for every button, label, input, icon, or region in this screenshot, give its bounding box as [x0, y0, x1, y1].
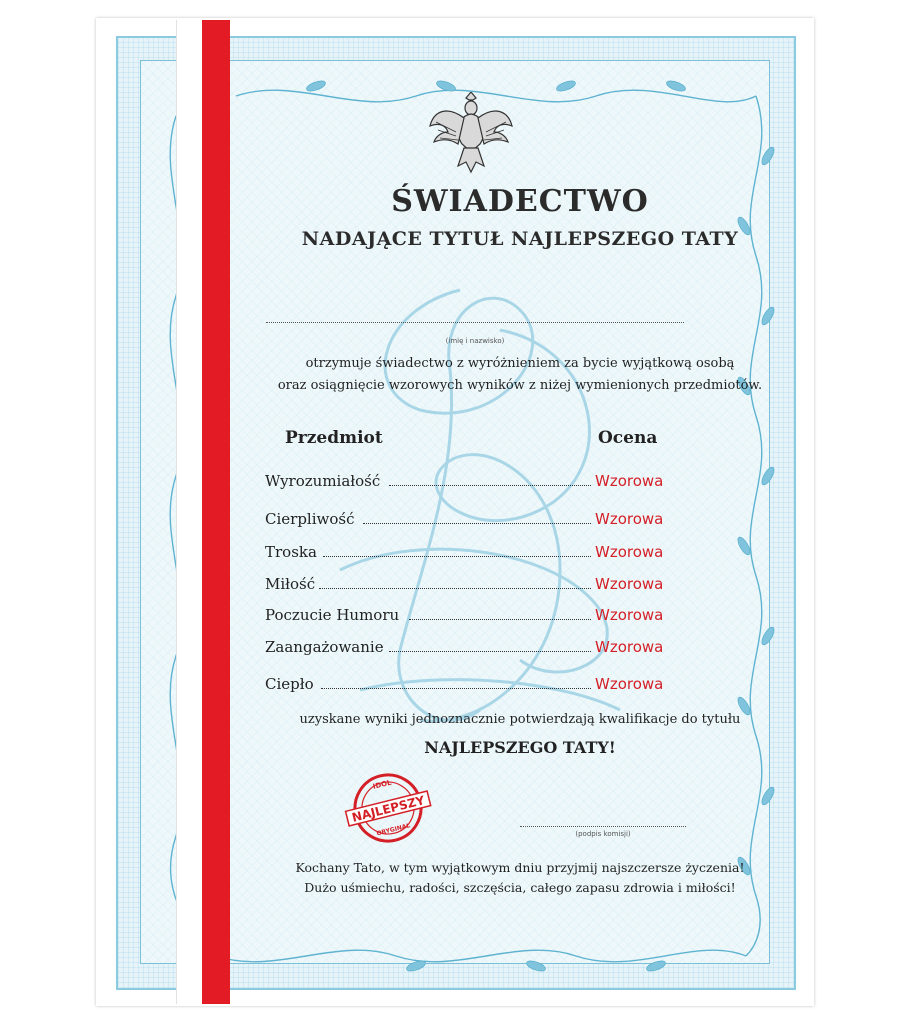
result-title: NAJLEPSZEGO TATY!: [424, 738, 616, 757]
dotted-leader: [363, 523, 591, 524]
dotted-leader: [409, 619, 591, 620]
stamp-bottom-text: ORYGINAŁ: [375, 822, 411, 838]
subject-row: [265, 575, 675, 595]
dotted-leader: [389, 485, 591, 486]
dotted-leader: [323, 556, 591, 557]
subject-row: [265, 638, 675, 658]
grade-value: Wzorowa: [595, 575, 664, 593]
subject-name: Cierpliwość: [265, 510, 355, 528]
intro-line-1: otrzymuje świadectwo z wyróżnieniem za bycie wyjątkową osobą: [305, 356, 735, 371]
signature-label: (podpis komisji): [575, 830, 631, 838]
grade-value: Wzorowa: [595, 606, 664, 624]
grade-value: Wzorowa: [595, 675, 664, 693]
name-field-label: (imię i nazwisko): [445, 337, 505, 345]
stamp-main-text: NAJLEPSZY: [350, 793, 427, 825]
subject-name: Wyrozumiałość: [265, 472, 381, 490]
certificate-subtitle: NADAJĄCE TYTUŁ NAJLEPSZEGO TATY: [301, 228, 739, 250]
stamp-top-text: IDOL: [372, 778, 393, 791]
grade-value: Wzorowa: [595, 510, 664, 528]
column-header-subject: Przedmiot: [285, 428, 383, 448]
dotted-leader: [319, 588, 591, 589]
subject-row: [265, 472, 675, 492]
dotted-leader: [389, 651, 591, 652]
subject-row: [265, 606, 675, 626]
result-line: uzyskane wyniki jednoznacznie potwierdzają kwalifikacje do tytułu: [299, 712, 741, 727]
najlepszy-stamp-icon: [338, 768, 438, 848]
subject-name: Miłość: [265, 575, 316, 593]
wish-line-2: Dużo uśmiechu, radości, szczęścia, całego zapasu zdrowia i miłości!: [304, 880, 736, 895]
grade-value: Wzorowa: [595, 543, 664, 561]
ribbon-white-stripe: [176, 20, 204, 1004]
signature-dotted-line: [520, 826, 686, 827]
grade-value: Wzorowa: [595, 638, 664, 656]
name-dotted-line: [266, 322, 684, 323]
intro-line-2: oraz osiągnięcie wzorowych wyników z niżej wymienionych przedmiotów.: [277, 378, 763, 393]
subject-name: Ciepło: [265, 675, 314, 693]
certificate-title: ŚWIADECTWO: [391, 184, 649, 219]
subject-row: [265, 675, 675, 695]
ribbon-red-stripe: [202, 20, 230, 1004]
subject-name: Poczucie Humoru: [265, 606, 400, 624]
polish-eagle-icon: [428, 92, 514, 176]
subject-name: Zaangażowanie: [265, 638, 384, 656]
subject-row: [265, 510, 675, 530]
dotted-leader: [321, 688, 591, 689]
column-header-grade: Ocena: [598, 428, 658, 448]
wish-line-1: Kochany Tato, w tym wyjątkowym dniu przyjmij najszczersze życzenia!: [295, 860, 745, 875]
grade-value: Wzorowa: [595, 472, 664, 490]
subject-name: Troska: [265, 543, 317, 561]
subject-row: [265, 543, 675, 563]
